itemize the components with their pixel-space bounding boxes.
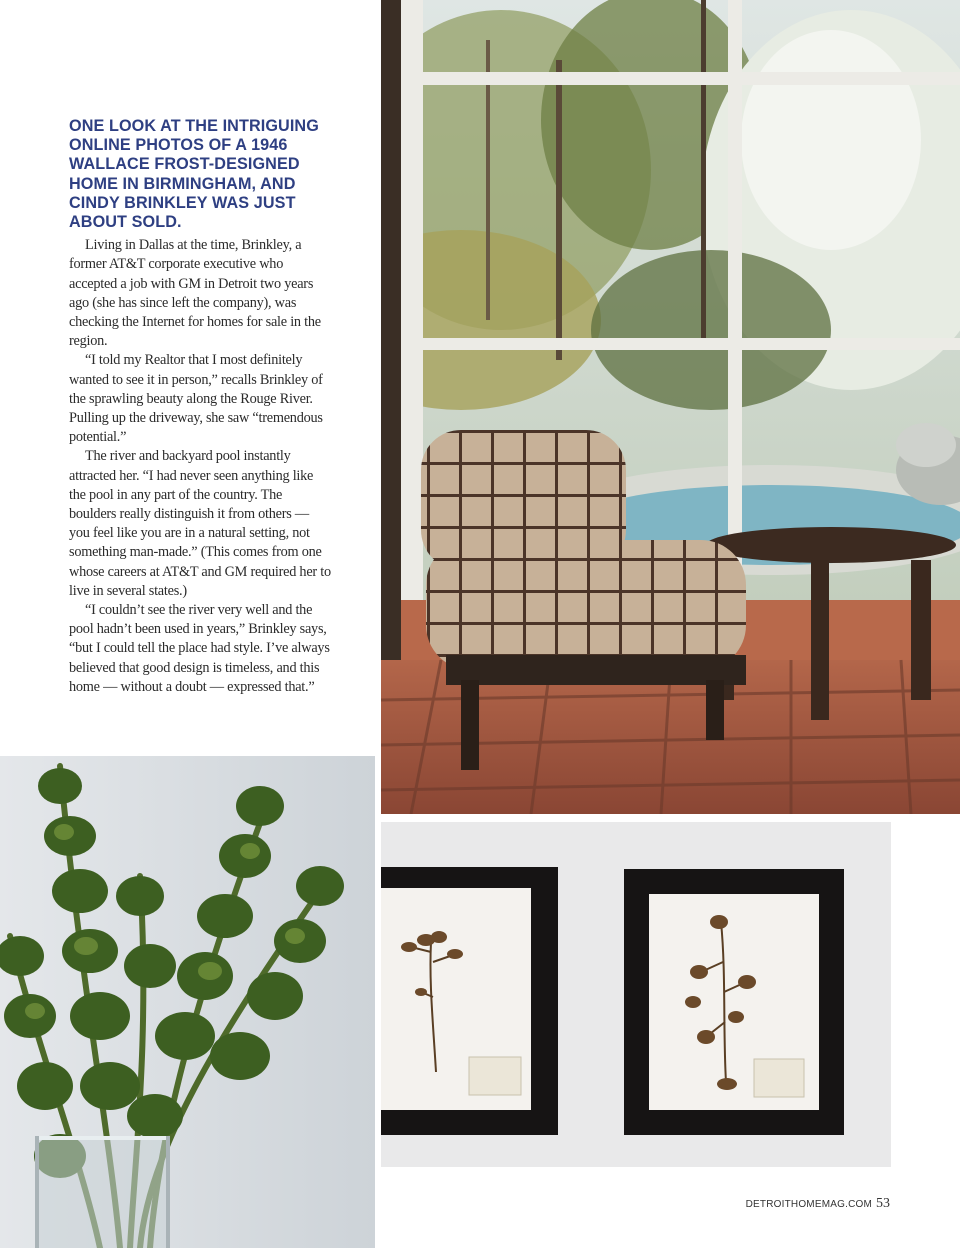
magazine-website: DETROITHOMEMAG.COM: [745, 1199, 872, 1210]
photo-framed-botanicals: [381, 822, 891, 1167]
article-paragraph-1: Living in Dallas at the time, Brinkley, a former AT&T corporate executive who accepted a job with GM in Detroit two years ago (she has since left the company), was checking the Internet for homes for sale in the region.: [69, 237, 321, 350]
article-paragraph-4: “I couldn’t see the river very well and the pool hadn’t been used in years,” Brinkley says, “but I could tell the place had style. I’ve always believed that good design is timeless, and this home — without a doubt — expressed that.”: [69, 602, 330, 695]
article-headline: ONE LOOK AT THE INTRIGUING ONLINE PHOTOS OF A 1946 WALLACE FROST-DESIGNED HOME IN BIRMINGHAM, AND CINDY BRINKLEY WAS JUST ABOUT SOLD.: [69, 117, 319, 232]
photo-window-chair: [381, 0, 960, 814]
article-paragraph-2: “I told my Realtor that I most definitely wanted to see it in person,” recalls Brinkley of the sprawling beauty along the Rouge River. Pulling up the driveway, she saw “tremendous potential.”: [69, 352, 323, 446]
article-paragraph-3: The river and backyard pool instantly attracted her. “I had never seen anything like the pool in any part of the country. The boulders really distinguish it from others — you feel like you are in a natural setting, not something man-made.” (This comes from one whose careers at AT&T and GM required her to live in several states.): [69, 448, 331, 599]
photo-plant-vase: [0, 756, 375, 1248]
page-footer: [746, 1196, 890, 1212]
article-text-column: [69, 117, 331, 697]
page-number: 53: [876, 1196, 890, 1211]
